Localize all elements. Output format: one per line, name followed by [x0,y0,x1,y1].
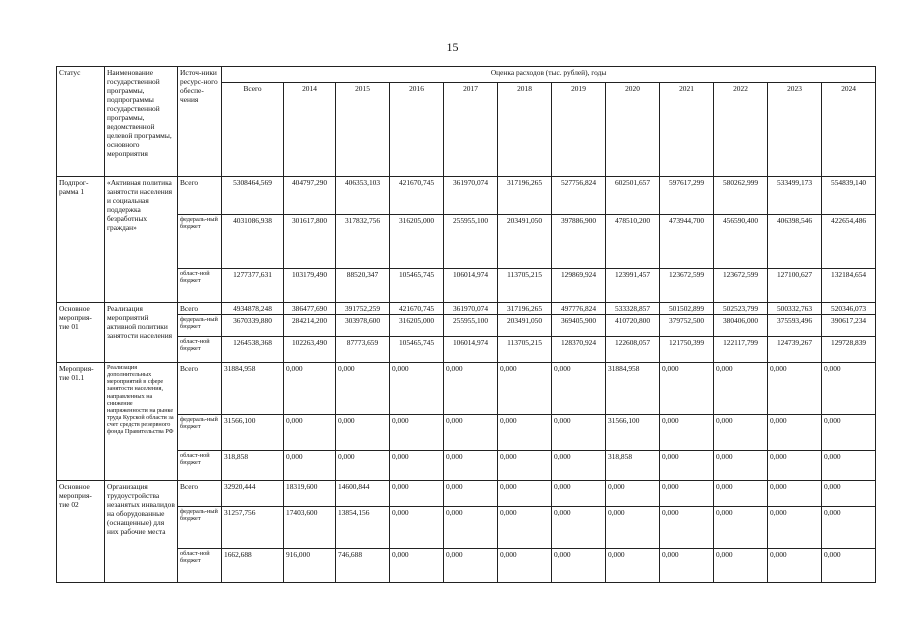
year-value-cell: 0,000 [498,415,552,451]
table-row [57,177,876,215]
year-value-cell: 602501,657 [606,177,660,215]
year-value-cell: 0,000 [552,451,606,481]
funding-source-cell: област-ной бюджет [178,337,222,363]
year-value-cell: 369405,900 [552,315,606,337]
year-value-cell: 0,000 [444,363,498,415]
year-value-cell: 13854,156 [336,507,390,549]
year-value-cell: 916,000 [284,549,336,583]
header-year: 2021 [660,83,714,177]
total-value-cell: 32920,444 [222,481,284,507]
table-row [57,337,876,363]
year-value-cell: 0,000 [660,481,714,507]
year-value-cell: 0,000 [714,415,768,451]
year-value-cell: 103179,490 [284,269,336,303]
year-value-cell: 390617,234 [822,315,876,337]
program-name-cell: Реализация дополнительных мероприятий в сфере занятости населения, направленных на снижение напряженности на рынке труда Курской области за счет средств резервного фонда Правительства РФ [105,363,178,481]
year-value-cell: 0,000 [284,415,336,451]
year-value-cell: 0,000 [822,481,876,507]
year-value-cell: 0,000 [714,507,768,549]
header-year: 2023 [768,83,822,177]
year-value-cell: 379752,500 [660,315,714,337]
status-cell: Основное мероприя-тие 02 [57,481,105,583]
year-value-cell: 404797,290 [284,177,336,215]
year-value-cell: 0,000 [660,415,714,451]
header-estimate-title: Оценка расходов (тыс. рублей), годы [222,67,876,83]
year-value-cell: 0,000 [552,549,606,583]
year-value-cell: 406398,546 [768,215,822,269]
total-value-cell: 5308464,569 [222,177,284,215]
funding-source-cell: Всего [178,481,222,507]
funding-source-cell: Всего [178,363,222,415]
year-value-cell: 533328,857 [606,303,660,315]
year-value-cell: 422654,486 [822,215,876,269]
year-value-cell: 303978,600 [336,315,390,337]
year-value-cell: 391752,259 [336,303,390,315]
year-value-cell: 0,000 [498,451,552,481]
program-name-cell: «Активная политика занятости населения и социальная поддержка безработных граждан» [105,177,178,303]
year-value-cell: 410720,800 [606,315,660,337]
year-value-cell: 0,000 [822,507,876,549]
year-value-cell: 0,000 [336,363,390,415]
header-year: 2019 [552,83,606,177]
total-value-cell: 31884,958 [222,363,284,415]
year-value-cell: 284214,200 [284,315,336,337]
year-value-cell: 0,000 [444,507,498,549]
year-value-cell: 31566,100 [606,415,660,451]
header-year: 2018 [498,83,552,177]
year-value-cell: 318,858 [606,451,660,481]
year-value-cell: 0,000 [660,363,714,415]
year-value-cell: 0,000 [498,481,552,507]
year-value-cell: 421670,745 [390,303,444,315]
funding-source-cell: Всего [178,177,222,215]
header-year: 2020 [606,83,660,177]
header-year: 2022 [714,83,768,177]
year-value-cell: 0,000 [552,363,606,415]
year-value-cell: 380406,000 [714,315,768,337]
table-row [57,481,876,507]
year-value-cell: 0,000 [768,451,822,481]
year-value-cell: 501502,899 [660,303,714,315]
budget-table [56,66,876,583]
year-value-cell: 520346,073 [822,303,876,315]
funding-source-cell: област-ной бюджет [178,451,222,481]
total-value-cell: 1277377,631 [222,269,284,303]
header-total: Всего [222,83,284,177]
year-value-cell: 0,000 [606,481,660,507]
total-value-cell: 1264538,368 [222,337,284,363]
year-value-cell: 316205,000 [390,315,444,337]
funding-source-cell: Всего [178,303,222,315]
header-year: 2015 [336,83,390,177]
year-value-cell: 386477,690 [284,303,336,315]
year-value-cell: 0,000 [552,481,606,507]
year-value-cell: 14600,844 [336,481,390,507]
year-value-cell: 0,000 [390,507,444,549]
year-value-cell: 317196,265 [498,303,552,315]
year-value-cell: 0,000 [390,451,444,481]
header-source: Источ-ники ресурс-ного обеспе-чения [178,67,222,177]
year-value-cell: 456590,400 [714,215,768,269]
year-value-cell: 533499,173 [768,177,822,215]
year-value-cell: 87773,659 [336,337,390,363]
page-number: 15 [446,40,459,54]
year-value-cell: 123672,599 [660,269,714,303]
year-value-cell: 0,000 [390,549,444,583]
status-cell: Подпрог-рамма 1 [57,177,105,303]
year-value-cell: 203491,050 [498,315,552,337]
year-value-cell: 0,000 [714,549,768,583]
year-value-cell: 421670,745 [390,177,444,215]
year-value-cell: 0,000 [552,507,606,549]
year-value-cell: 0,000 [660,451,714,481]
year-value-cell: 0,000 [768,363,822,415]
year-value-cell: 580262,999 [714,177,768,215]
year-value-cell: 0,000 [336,415,390,451]
year-value-cell: 316205,000 [390,215,444,269]
table-row [57,315,876,337]
total-value-cell: 4934878,248 [222,303,284,315]
year-value-cell: 255955,100 [444,215,498,269]
year-value-cell: 497776,824 [552,303,606,315]
table-row [57,507,876,549]
year-value-cell: 0,000 [284,451,336,481]
status-cell: Мероприя-тие 01.1 [57,363,105,481]
year-value-cell: 31884,958 [606,363,660,415]
year-value-cell: 361970,074 [444,177,498,215]
year-value-cell: 0,000 [444,481,498,507]
table-row [57,415,876,451]
year-value-cell: 0,000 [606,507,660,549]
program-name-cell: Реализация мероприятий активной политики занятости населения [105,303,178,363]
year-value-cell: 746,688 [336,549,390,583]
header-year: 2017 [444,83,498,177]
table-body [57,177,876,583]
year-value-cell: 0,000 [822,549,876,583]
year-value-cell: 0,000 [660,549,714,583]
total-value-cell: 3670339,880 [222,315,284,337]
year-value-cell: 129869,924 [552,269,606,303]
year-value-cell: 106014,974 [444,269,498,303]
year-value-cell: 0,000 [284,363,336,415]
year-value-cell: 0,000 [552,415,606,451]
year-value-cell: 0,000 [390,481,444,507]
year-value-cell: 123991,457 [606,269,660,303]
year-value-cell: 17403,600 [284,507,336,549]
year-value-cell: 0,000 [660,507,714,549]
year-value-cell: 102263,490 [284,337,336,363]
funding-source-cell: федераль-ный бюджет [178,315,222,337]
funding-source-cell: федераль-ный бюджет [178,415,222,451]
year-value-cell: 0,000 [768,549,822,583]
funding-source-cell: област-ной бюджет [178,269,222,303]
table-row [57,269,876,303]
year-value-cell: 527756,824 [552,177,606,215]
year-value-cell: 105465,745 [390,337,444,363]
table-row [57,363,876,415]
funding-source-cell: федераль-ный бюджет [178,215,222,269]
year-value-cell: 0,000 [444,415,498,451]
year-value-cell: 406353,103 [336,177,390,215]
year-value-cell: 361970,074 [444,303,498,315]
table-header [57,67,876,177]
table-row [57,215,876,269]
year-value-cell: 317196,265 [498,177,552,215]
year-value-cell: 113705,215 [498,337,552,363]
year-value-cell: 0,000 [606,549,660,583]
total-value-cell: 31566,100 [222,415,284,451]
header-status: Статус [57,67,105,177]
year-value-cell: 203491,050 [498,215,552,269]
year-value-cell: 597617,299 [660,177,714,215]
year-value-cell: 473944,700 [660,215,714,269]
year-value-cell: 18319,600 [284,481,336,507]
total-value-cell: 318,858 [222,451,284,481]
year-value-cell: 502523,799 [714,303,768,315]
header-year: 2024 [822,83,876,177]
year-value-cell: 317832,756 [336,215,390,269]
total-value-cell: 4031086,938 [222,215,284,269]
year-value-cell: 0,000 [714,451,768,481]
year-value-cell: 301617,800 [284,215,336,269]
year-value-cell: 0,000 [444,451,498,481]
year-value-cell: 0,000 [498,549,552,583]
year-value-cell: 88520,347 [336,269,390,303]
year-value-cell: 0,000 [390,363,444,415]
year-value-cell: 127100,627 [768,269,822,303]
year-value-cell: 500332,763 [768,303,822,315]
year-value-cell: 0,000 [390,415,444,451]
table-row [57,549,876,583]
year-value-cell: 0,000 [336,451,390,481]
year-value-cell: 105465,745 [390,269,444,303]
year-value-cell: 122608,057 [606,337,660,363]
year-value-cell: 0,000 [768,481,822,507]
table-row [57,451,876,481]
year-value-cell: 0,000 [822,415,876,451]
total-value-cell: 31257,756 [222,507,284,549]
header-year: 2016 [390,83,444,177]
year-value-cell: 554839,140 [822,177,876,215]
year-value-cell: 0,000 [714,363,768,415]
year-value-cell: 123672,599 [714,269,768,303]
year-value-cell: 106014,974 [444,337,498,363]
year-value-cell: 0,000 [498,507,552,549]
year-value-cell: 0,000 [714,481,768,507]
header-name: Наименование государственной программы, подпрограммы государственной программы, ведомственной целевой программы, основного мероприятия [105,67,178,177]
year-value-cell: 255955,100 [444,315,498,337]
year-value-cell: 0,000 [444,549,498,583]
year-value-cell: 122117,799 [714,337,768,363]
year-value-cell: 129728,839 [822,337,876,363]
year-value-cell: 0,000 [822,363,876,415]
year-value-cell: 397886,900 [552,215,606,269]
year-value-cell: 132184,654 [822,269,876,303]
year-value-cell: 478510,200 [606,215,660,269]
year-value-cell: 128370,924 [552,337,606,363]
status-cell: Основное мероприя-тие 01 [57,303,105,363]
funding-source-cell: федераль-ный бюджет [178,507,222,549]
year-value-cell: 0,000 [498,363,552,415]
table-row [57,303,876,315]
year-value-cell: 124739,267 [768,337,822,363]
year-value-cell: 121750,399 [660,337,714,363]
year-value-cell: 0,000 [822,451,876,481]
total-value-cell: 1662,688 [222,549,284,583]
year-value-cell: 0,000 [768,507,822,549]
year-value-cell: 0,000 [768,415,822,451]
funding-source-cell: област-ной бюджет [178,549,222,583]
header-year: 2014 [284,83,336,177]
year-value-cell: 113705,215 [498,269,552,303]
program-name-cell: Организация трудоустройства незанятых инвалидов на оборудованные (оснащенные) для них рабочие места [105,481,178,583]
year-value-cell: 375593,496 [768,315,822,337]
